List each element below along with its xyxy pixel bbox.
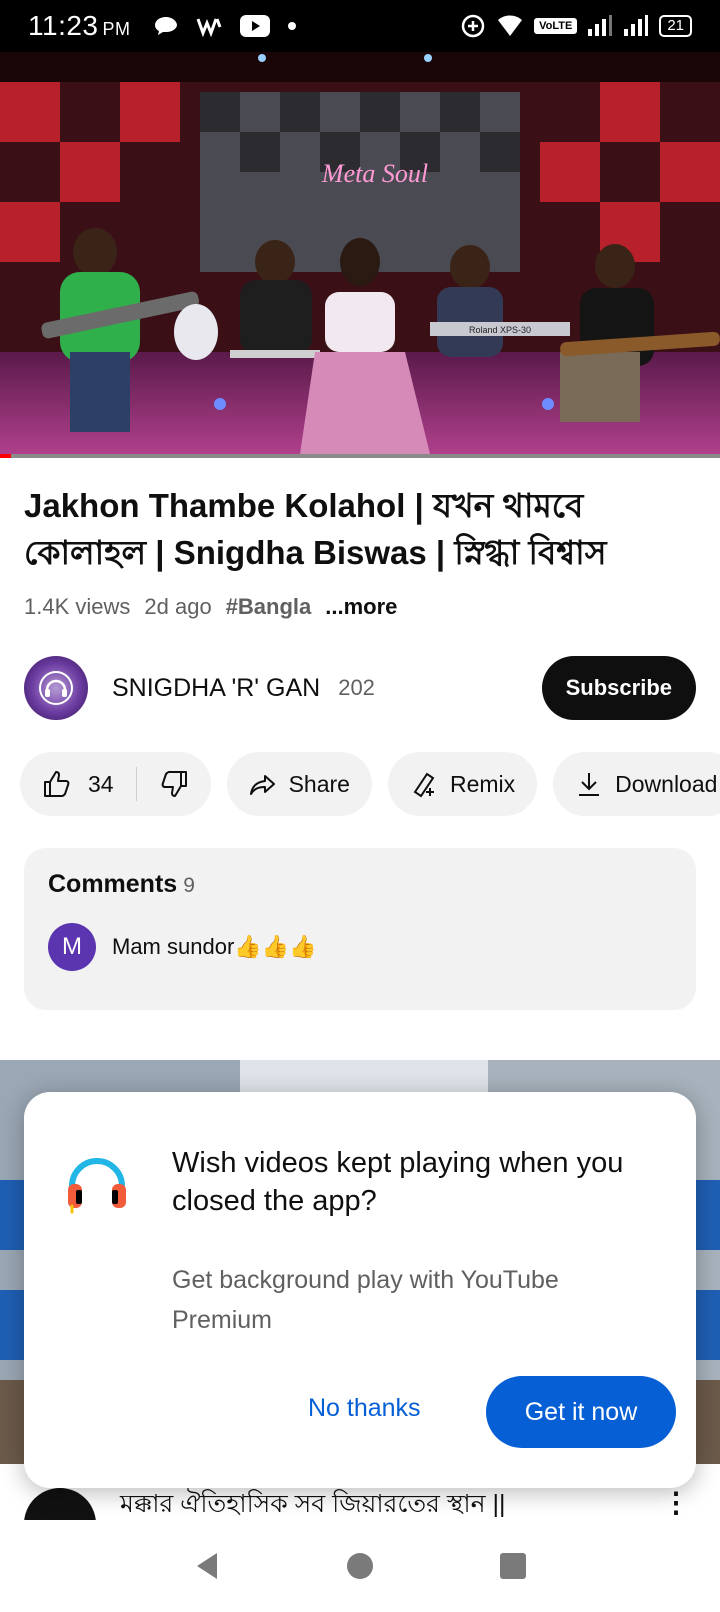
- get-it-now-button[interactable]: Get it now: [486, 1376, 676, 1448]
- share-button[interactable]: [227, 752, 372, 816]
- channel-avatar[interactable]: [24, 656, 88, 720]
- video-meta[interactable]: [24, 594, 397, 620]
- no-thanks-button[interactable]: No thanks: [308, 1376, 421, 1440]
- hashtag-link[interactable]: #Bangla: [225, 594, 312, 619]
- subscriber-count: 202: [338, 675, 375, 700]
- clock-time: 11:23: [28, 10, 99, 41]
- more-options-icon[interactable]: ⋮: [662, 1487, 690, 1518]
- like-button[interactable]: [42, 769, 114, 799]
- video-title[interactable]: Jakhon Thambe Kolahol | যখন থামবে কোলাহল | Snigdha Biswas | স্নিগ্ধা বিশ্বাস: [24, 487, 607, 571]
- view-count: 1.4K views: [24, 594, 131, 619]
- dot-icon: [287, 21, 297, 31]
- more-link[interactable]: ...more: [325, 594, 398, 619]
- remix-button[interactable]: [388, 752, 537, 816]
- signal-2-icon: [623, 15, 649, 37]
- data-saver-icon: [460, 13, 486, 39]
- status-bar: [0, 0, 720, 52]
- comments-header: [48, 870, 672, 899]
- remix-label: Remix: [449, 770, 516, 797]
- dislike-button[interactable]: [159, 769, 189, 799]
- neon-sign: Meta Soul: [321, 159, 429, 188]
- like-dislike-pill: [20, 752, 211, 816]
- download-button[interactable]: [553, 752, 720, 816]
- comments-card[interactable]: [24, 848, 696, 1010]
- youtube-notification-icon: [239, 14, 271, 38]
- wifi-icon: [496, 14, 524, 38]
- status-time: [28, 10, 131, 42]
- signal-icon: [587, 15, 613, 37]
- headphones-logo-icon: [36, 668, 76, 708]
- video-player[interactable]: [0, 52, 720, 454]
- channel-row: [24, 656, 696, 720]
- system-nav-bar: [0, 1520, 720, 1612]
- share-label: Share: [288, 770, 350, 797]
- share-icon: [249, 770, 277, 798]
- next-channel-avatar[interactable]: [24, 1488, 96, 1520]
- thumbs-up-icon: [42, 769, 72, 799]
- video-frame: [0, 52, 720, 454]
- back-icon[interactable]: [191, 1550, 223, 1582]
- recents-icon[interactable]: [497, 1550, 529, 1582]
- thumbs-down-icon: [159, 769, 189, 799]
- progress-fill: [0, 454, 11, 458]
- comments-count: 9: [183, 874, 195, 897]
- channel-name[interactable]: SNIGDHA 'R' GAN: [112, 673, 321, 702]
- like-count: 34: [88, 770, 114, 797]
- home-icon[interactable]: [344, 1550, 376, 1582]
- app-notification-icon: [195, 15, 223, 37]
- headphones-icon: [62, 1144, 132, 1214]
- dialog-title: Wish videos kept playing when you closed the app?: [172, 1147, 624, 1217]
- clock-ampm: PM: [102, 19, 131, 39]
- chat-bubble-icon: [153, 15, 179, 37]
- pill-divider: [136, 767, 137, 801]
- upload-age: 2d ago: [144, 594, 212, 619]
- battery-indicator: 21: [659, 15, 692, 37]
- action-bar: [20, 752, 720, 816]
- progress-bar[interactable]: [0, 454, 720, 458]
- volte-badge: VoLTE: [534, 18, 577, 34]
- commenter-avatar: M: [48, 923, 96, 971]
- download-icon: [575, 770, 603, 798]
- next-video-title[interactable]: মক্কার ঐতিহাসিক সব জিয়ারতের স্থান ||: [120, 1490, 506, 1518]
- comment-text: Mam sundor👍👍👍: [112, 934, 317, 959]
- download-label: Download: [615, 770, 718, 797]
- comments-title: Comments: [48, 870, 178, 898]
- top-comment: [48, 923, 672, 971]
- premium-promo-dialog: [24, 1092, 696, 1488]
- dialog-body: Get background play with YouTube Premium: [172, 1266, 559, 1334]
- subscribe-button[interactable]: Subscribe: [542, 656, 696, 720]
- keyboard-brand: Roland XPS-30: [468, 325, 532, 335]
- remix-icon: [410, 770, 438, 798]
